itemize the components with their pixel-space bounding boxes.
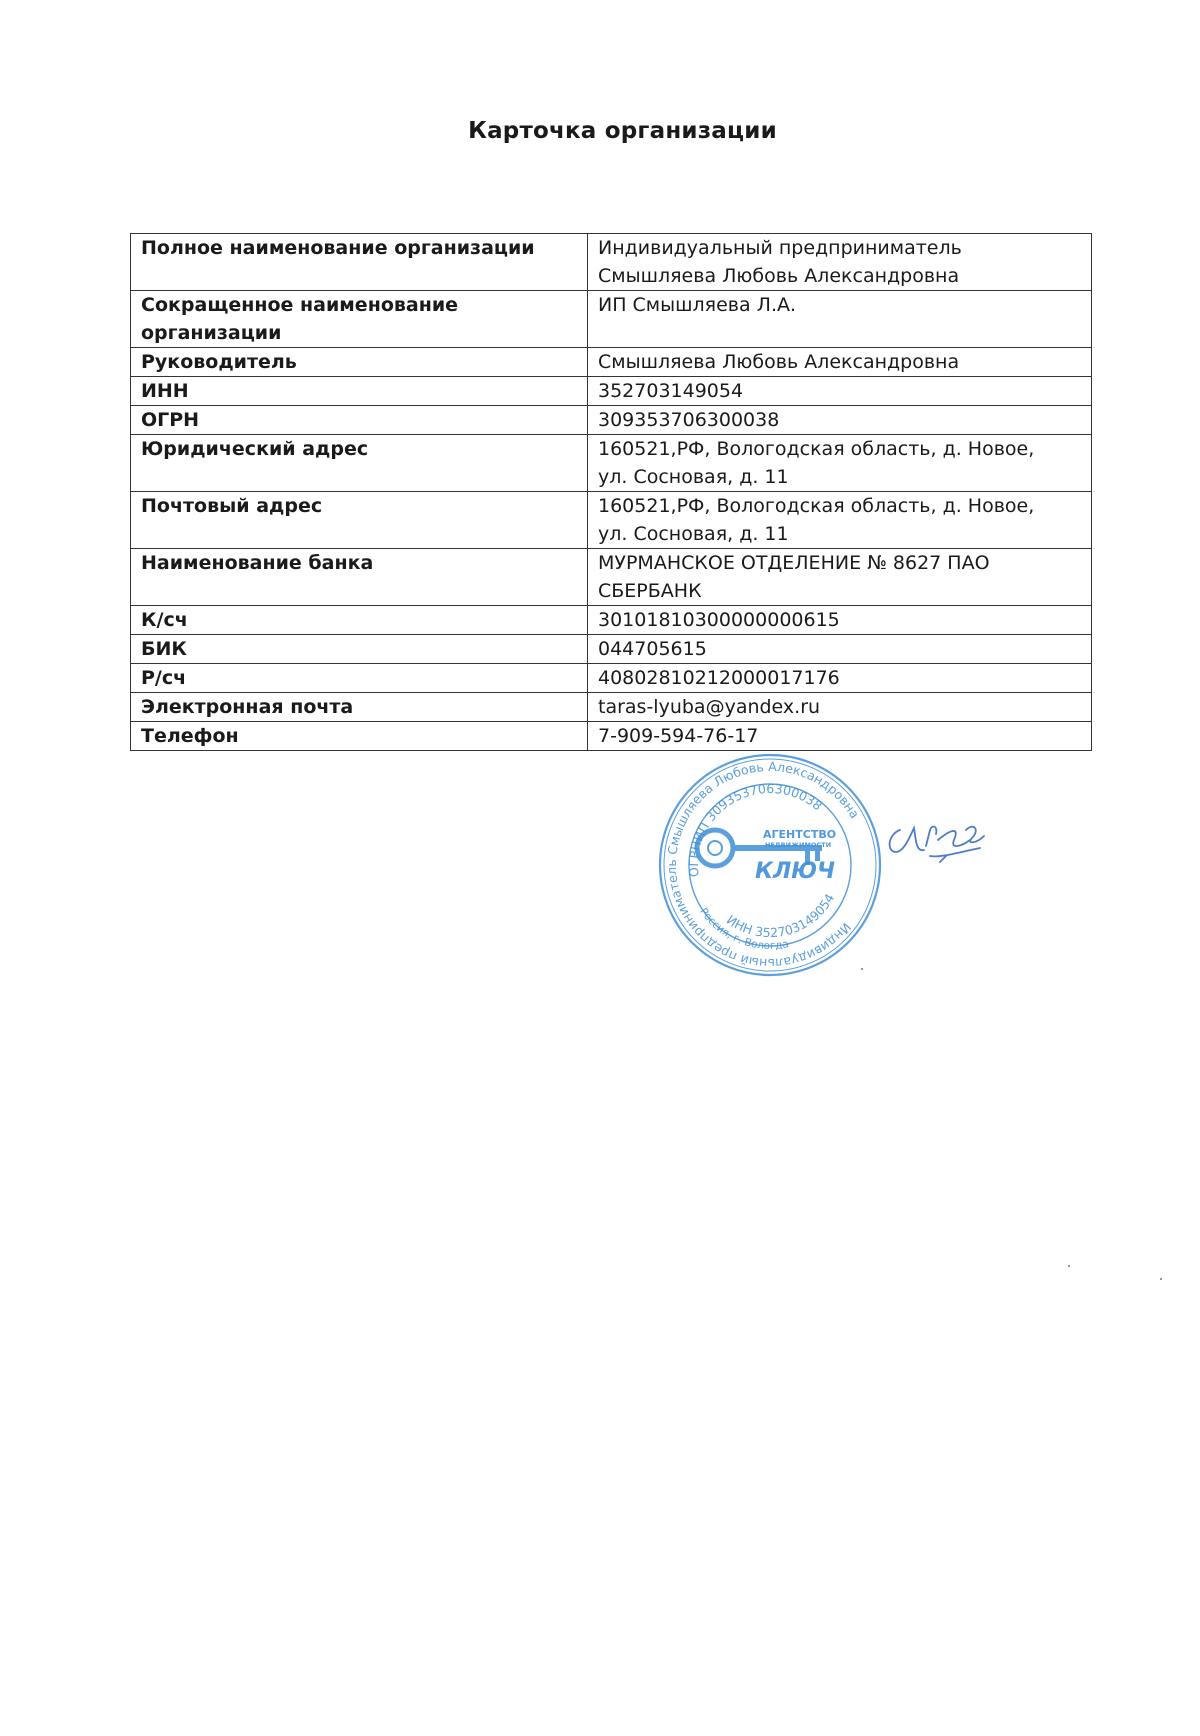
row-label: Руководитель xyxy=(131,348,588,377)
table-row xyxy=(131,722,1092,751)
row-label: Юридический адрес xyxy=(131,435,588,492)
table-row xyxy=(131,377,1092,406)
row-label: БИК xyxy=(131,635,588,664)
table-row xyxy=(131,234,1092,291)
table-row xyxy=(131,549,1092,606)
row-label: Наименование банка xyxy=(131,549,588,606)
row-value: 40802810212000017176 xyxy=(588,664,1092,693)
table-row xyxy=(131,635,1092,664)
row-value: Индивидуальный предприниматель Смышляева Любовь Александровна xyxy=(588,234,1092,291)
table-body xyxy=(131,234,1092,751)
stamp-outer-text: Индивидуальный предприниматель Смышляева Любовь Александровна xyxy=(663,758,863,972)
stamp-inn-text: ИНН 352703149054 xyxy=(723,891,838,941)
row-value: 7-909-594-76-17 xyxy=(588,722,1092,751)
row-value: ИП Смышляева Л.А. xyxy=(588,291,1092,348)
scan-speck xyxy=(1160,1278,1162,1280)
row-value: 352703149054 xyxy=(588,377,1092,406)
stamp-center-top: АГЕНТСТВО xyxy=(763,828,837,841)
table-row xyxy=(131,492,1092,549)
row-value: Смышляева Любовь Александровна xyxy=(588,348,1092,377)
row-label: Телефон xyxy=(131,722,588,751)
table-row xyxy=(131,693,1092,722)
scan-speck xyxy=(861,968,863,970)
row-label: ИНН xyxy=(131,377,588,406)
row-label: Электронная почта xyxy=(131,693,588,722)
organization-card-table xyxy=(130,233,1092,751)
row-value: 044705615 xyxy=(588,635,1092,664)
table-row xyxy=(131,406,1092,435)
scan-speck xyxy=(1068,1265,1070,1267)
row-label: Почтовый адрес xyxy=(131,492,588,549)
stamp-center-main: КЛЮЧ xyxy=(755,859,835,884)
row-value: 30101810300000000615 xyxy=(588,606,1092,635)
row-label: ОГРН xyxy=(131,406,588,435)
stamp-ogrn-text: ОГРНИП 309353706300038 xyxy=(685,780,826,878)
stamp-city-text: Россия, г. Вологда xyxy=(697,905,790,953)
row-label: Полное наименование организации xyxy=(131,234,588,291)
row-value: taras-lyuba@yandex.ru xyxy=(588,693,1092,722)
table-row xyxy=(131,435,1092,492)
table-row xyxy=(131,606,1092,635)
row-value: 160521,РФ, Вологодская область, д. Новое, ул. Сосновая, д. 11 xyxy=(588,435,1092,492)
document-title: Карточка организации xyxy=(468,118,777,144)
table-row xyxy=(131,291,1092,348)
table-row xyxy=(131,664,1092,693)
row-label: К/сч xyxy=(131,606,588,635)
company-stamp xyxy=(655,750,885,980)
stamp-center-mid: НЕДВИЖИМОСТИ xyxy=(765,841,832,849)
table-row xyxy=(131,348,1092,377)
row-value: 309353706300038 xyxy=(588,406,1092,435)
row-label: Сокращенное наименование организации xyxy=(131,291,588,348)
row-label: Р/сч xyxy=(131,664,588,693)
row-value: 160521,РФ, Вологодская область, д. Новое, ул. Сосновая, д. 11 xyxy=(588,492,1092,549)
signature xyxy=(880,800,1000,880)
row-value: МУРМАНСКОЕ ОТДЕЛЕНИЕ № 8627 ПАО СБЕРБАНК xyxy=(588,549,1092,606)
